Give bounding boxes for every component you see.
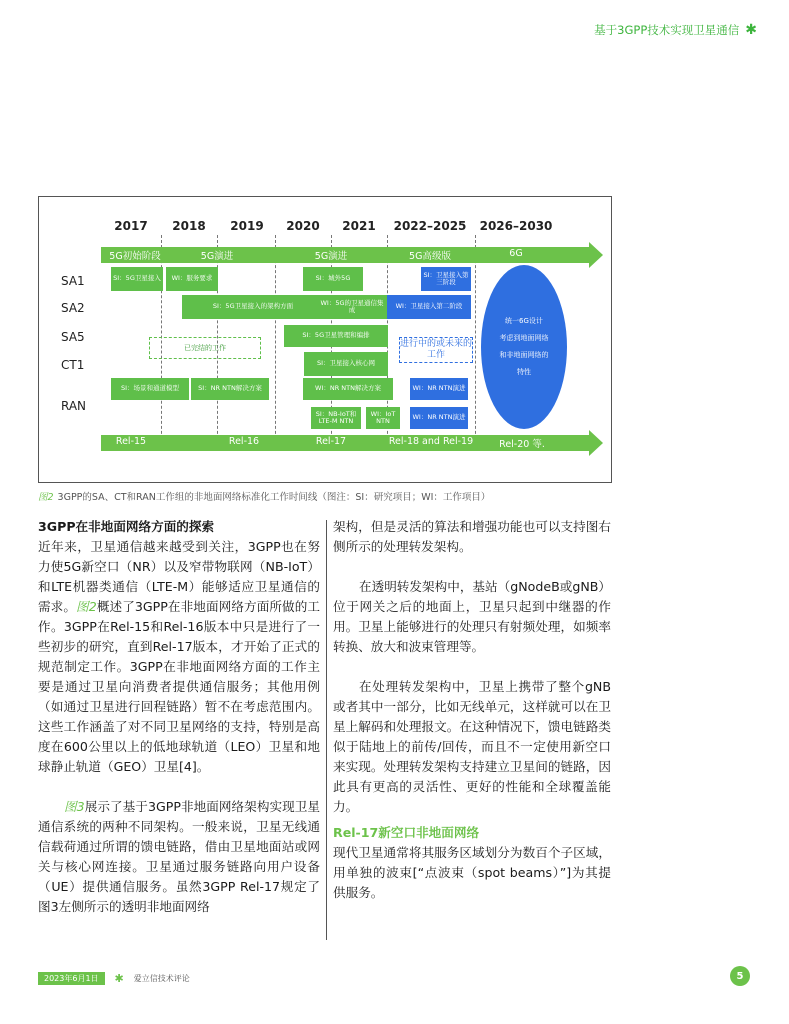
ran-study-box: SI：场景和通道模型 bbox=[111, 378, 189, 400]
oval-line: 特性 bbox=[517, 367, 531, 376]
sa1-study-box: SI：卫星接入第三阶段 bbox=[421, 267, 471, 291]
ran-study-box: SI：NB-IoT和LTE-M NTN bbox=[311, 407, 361, 429]
sa2-work-box: WI：卫星接入第二阶段 bbox=[387, 295, 471, 319]
phase-label: 5G演进 bbox=[200, 251, 234, 262]
year-2018: 2018 bbox=[172, 219, 206, 233]
row-label-sa5: SA5 bbox=[61, 330, 85, 344]
right-column bbox=[333, 517, 611, 903]
section-heading: Rel-17新空口非地面网络 bbox=[333, 825, 480, 840]
paragraph: 在处理转发架构中，卫星上携带了整个gNB或者其中一部分，比如无线单元，这样就可以在卫星上解码和处理报文。在这种情况下，馈电链路类似于陆地上的前传/回传，而且不一定使用新空口来实现。处理转发架构支持建立卫星间的链路，因此具有更高的灵活性、更好的性能和全球覆盖能力。 bbox=[333, 679, 611, 814]
sa2-work-box: WI：5G的卫星通信集成 bbox=[317, 295, 387, 319]
row-label-ran: RAN bbox=[61, 399, 87, 413]
year-divider bbox=[275, 235, 276, 449]
figure-caption bbox=[38, 489, 490, 503]
release-label: Rel-15 bbox=[115, 436, 147, 447]
sa2-study-box: SI：5G卫星接入的架构方面 bbox=[182, 295, 324, 319]
year-2017: 2017 bbox=[114, 219, 148, 233]
paragraph-text: 近年来，卫星通信越来越受到关注，3GPP也在努力使5G新空口（NR）以及窄带物联网（NB-IoT）和LTE机器类通信（LTE-M）能够适应卫星通信的需求。 bbox=[38, 539, 320, 614]
sa1-study-box: SI：5G卫星接入 bbox=[111, 267, 163, 291]
paragraph-text: 概述了3GPP在非地面网络方面所做的工作。3GPP在Rel-15和Rel-16版本中只是进行了一些初步的研究，直到Rel-17版本，才开始了正式的规范制定工作。3GPP在非地面网络方面的工作主要是通过卫星向消费者提供通信服务；其他用例（如通过卫星进行回程链路）暂不在考虑范围内。这些工作涵盖了对不同卫星网络的支持，特别是高度在600公里以上的低地球轨道（LEO）卫星和地球静止轨道（GEO）卫星[4]。 bbox=[38, 599, 321, 774]
phase-label: 6G bbox=[509, 248, 523, 259]
oval-line: 考虑到地面网络 bbox=[499, 334, 549, 343]
release-label: Rel-17 bbox=[315, 436, 347, 447]
oval-line: 统一6G设计 bbox=[505, 317, 543, 326]
6g-oval bbox=[481, 265, 567, 429]
caption-text: 3GPP的SA、CT和RAN工作组的非地面网络标准化工作时间线（图注：SI：研究项目；WI：工作项目） bbox=[57, 492, 491, 503]
footer-date: 2023年6月1日 bbox=[38, 972, 105, 985]
ran-work-box: WI：NR NTN演进 bbox=[410, 378, 468, 400]
completed-work-legend: 已完结的工作 bbox=[149, 337, 261, 359]
year-2022-2025: 2022–2025 bbox=[393, 219, 467, 233]
paragraph bbox=[38, 797, 320, 917]
left-column bbox=[38, 517, 320, 917]
oval-line: 和非地面网络的 bbox=[499, 351, 549, 359]
column-divider bbox=[326, 520, 327, 940]
sa5-study-box: SI：5G卫星管理和编排 bbox=[284, 325, 388, 347]
release-label: Rel-18 and Rel-19 bbox=[388, 436, 474, 447]
asterisk-icon: ✱ bbox=[114, 972, 124, 985]
ran-study-box: SI：NR NTN解决方案 bbox=[191, 378, 269, 400]
phase-label: 5G演进 bbox=[314, 251, 348, 262]
paragraph: 在透明转发架构中，基站（gNodeB或gNB）位于网关之后的地面上，卫星只起到中继器的作用。卫星上能够进行的处理只有射频处理，如频率转换、放大和波束管理等。 bbox=[333, 579, 611, 654]
header-title: 基于3GPP技术实现卫星通信 bbox=[594, 23, 740, 37]
caption-ref: 图2 bbox=[38, 492, 54, 503]
ran-work-box: WI：NR NTN解决方案 bbox=[303, 378, 393, 400]
ran-work-box: WI：NR NTN演进 bbox=[410, 407, 468, 429]
year-2020: 2020 bbox=[286, 219, 320, 233]
row-label-ct1: CT1 bbox=[61, 358, 85, 372]
year-2021: 2021 bbox=[342, 219, 376, 233]
figure-link[interactable]: 图3 bbox=[64, 799, 85, 814]
ongoing-work-legend: 进行中的或未来的工作 bbox=[399, 337, 473, 363]
release-label: Rel-20 等. bbox=[499, 439, 545, 450]
paragraph-text: 展示了基于3GPP非地面网络架构实现卫星通信系统的两种不同架构。一般来说，卫星无线通信载荷通过所谓的馈电链路，借由卫星地面站或网关与核心网连接。卫星通过服务链路向用户设备（UE）提供通信服务。虽然3GPP Rel-17规定了图3左侧所示的透明非地面网络 bbox=[38, 799, 321, 914]
phase-label: 5G初始阶段 bbox=[109, 251, 161, 262]
running-header bbox=[594, 22, 757, 38]
page-number: 5 bbox=[730, 966, 750, 986]
row-label-sa2: SA2 bbox=[61, 301, 85, 315]
phase-label: 5G高级版 bbox=[409, 251, 451, 262]
figure-link[interactable]: 图2 bbox=[76, 599, 97, 614]
section-heading: 3GPP在非地面网络方面的探索 bbox=[38, 519, 215, 534]
paragraph bbox=[38, 537, 320, 777]
footer-publication: 爱立信技术评论 bbox=[133, 974, 190, 983]
year-divider bbox=[475, 235, 476, 449]
release-label: Rel-16 bbox=[228, 436, 260, 447]
paragraph: 现代卫星通常将其服务区域划分为数百个子区域，用单独的波束[“点波束（spot beams）”]为其提供服务。 bbox=[333, 845, 611, 900]
ran-work-box: WI：IoT NTN bbox=[366, 407, 400, 429]
timeline-figure bbox=[38, 196, 612, 483]
sa1-work-box: WI：服务要求 bbox=[166, 267, 218, 291]
page-footer bbox=[38, 972, 190, 985]
year-2019: 2019 bbox=[230, 219, 264, 233]
year-2026-2030: 2026–2030 bbox=[479, 219, 553, 233]
paragraph: 架构，但是灵活的算法和增强功能也可以支持图右侧所示的处理转发架构。 bbox=[333, 519, 611, 554]
row-label-sa1: SA1 bbox=[61, 274, 85, 288]
asterisk-icon: ✱ bbox=[745, 22, 757, 38]
ct1-study-box: SI：卫星接入核心网 bbox=[304, 352, 388, 376]
sa1-study-box: SI：城外5G bbox=[303, 267, 363, 291]
